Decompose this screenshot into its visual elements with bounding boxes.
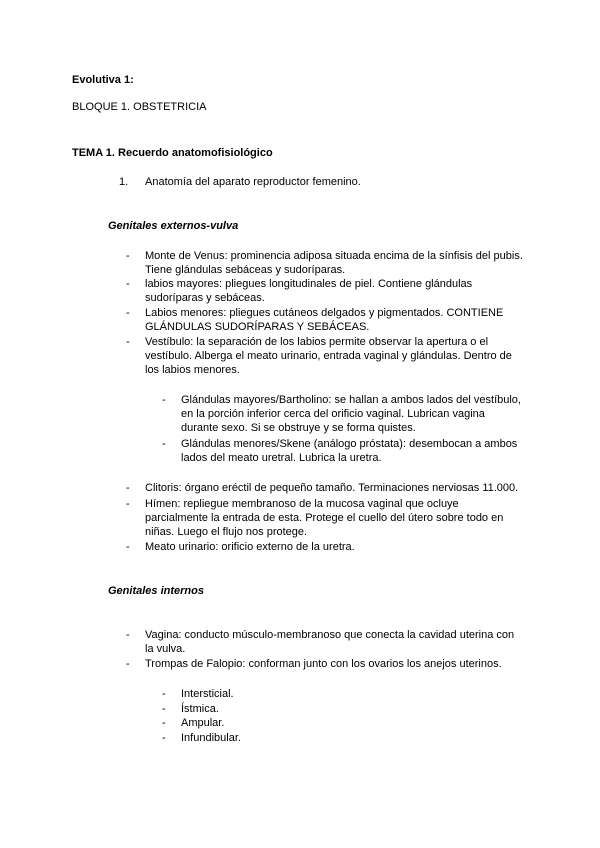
sub-bullet-dash: - (162, 732, 166, 744)
bullet-line: parcialmente la entrada de esta. Protege el cuello del útero sobre todo en (145, 512, 504, 524)
bullet-dash: - (126, 629, 130, 641)
sub-bullet-dash: - (162, 717, 166, 729)
bullet-line: sudoríparas y sebáceas. (145, 292, 265, 304)
sub-bullet-line: Glándulas menores/Skene (análogo próstata): desembocan a ambos (181, 438, 518, 450)
bullet-line: Monte de Venus: prominencia adiposa situada encima de la sínfisis del pubis. (145, 250, 523, 262)
bullet-line: Hímen: repliegue membranoso de la mucosa vaginal que ocluye (145, 498, 459, 510)
bloque-heading: BLOQUE 1. OBSTETRICIA (72, 101, 207, 113)
bullet-dash: - (126, 541, 130, 553)
section-heading-externos: Genitales externos-vulva (108, 220, 239, 232)
heading-evolutiva: Evolutiva 1: (72, 74, 134, 86)
bullet-dash: - (126, 250, 130, 262)
sub-bullet-line: durante sexo. Si se obstruye y se forma quistes. (181, 422, 416, 434)
sub-bullet-line: Ístmica. (181, 703, 219, 715)
bullet-dash: - (126, 498, 130, 510)
bullet-dash: - (126, 482, 130, 494)
bullet-line: Vagina: conducto músculo-membranoso que conecta la cavidad uterina con (145, 629, 515, 641)
section-heading-internos: Genitales internos (108, 585, 204, 597)
sub-bullet-line: Intersticial. (181, 688, 234, 700)
bullet-line: Clitoris: órgano eréctil de pequeño tamaño. Terminaciones nerviosas 11.000. (145, 482, 519, 494)
bullet-dash: - (126, 658, 130, 670)
sub-bullet-line: Infundibular. (181, 732, 241, 744)
bullet-dash: - (126, 336, 130, 348)
bullet-line: Labios menores: pliegues cutáneos delgados y pigmentados. CONTIENE (145, 307, 504, 319)
bullet-line: GLÁNDULAS SUDORÍPARAS Y SEBÁCEAS. (145, 321, 370, 333)
bullet-line: Vestíbulo: la separación de los labios permite observar la apertura o el (145, 336, 489, 348)
sub-bullet-dash: - (162, 438, 166, 450)
bullet-line: labios mayores: pliegues longitudinales de piel. Contiene glándulas (145, 278, 473, 290)
sub-bullet-line: en la porción inferior cerca del orificio vaginal. Lubrican vagina (181, 408, 485, 420)
list-number: 1. (119, 176, 129, 188)
bullet-line: la vulva. (145, 643, 186, 655)
bullet-line: Tiene glándulas sebáceas y sudoríparas. (145, 264, 346, 276)
sub-bullet-line: Glándulas mayores/Bartholino: se hallan a ambos lados del vestíbulo, (181, 394, 521, 406)
bullet-dash: - (126, 278, 130, 290)
bullet-dash: - (126, 307, 130, 319)
sub-bullet-dash: - (162, 394, 166, 406)
sub-bullet-line: Ampular. (181, 717, 225, 729)
sub-bullet-dash: - (162, 703, 166, 715)
bullet-line: Trompas de Falopio: conforman junto con los ovarios los anejos uterinos. (145, 658, 502, 670)
bullet-line: los labios menores. (145, 364, 240, 376)
bullet-line: Meato urinario: orificio externo de la uretra. (145, 541, 355, 553)
sub-bullet-line: lados del meato uretral. Lubrica la uretra. (181, 452, 382, 464)
bullet-line: niñas. Luego el flujo nos protege. (145, 526, 308, 538)
sub-bullet-dash: - (162, 688, 166, 700)
tema-heading: TEMA 1. Recuerdo anatomofisiológico (72, 147, 273, 159)
list-item-anatomia: Anatomía del aparato reproductor femenino. (145, 176, 361, 188)
bullet-line: vestíbulo. Alberga el meato urinario, entrada vaginal y glándulas. Dentro de (145, 350, 512, 362)
